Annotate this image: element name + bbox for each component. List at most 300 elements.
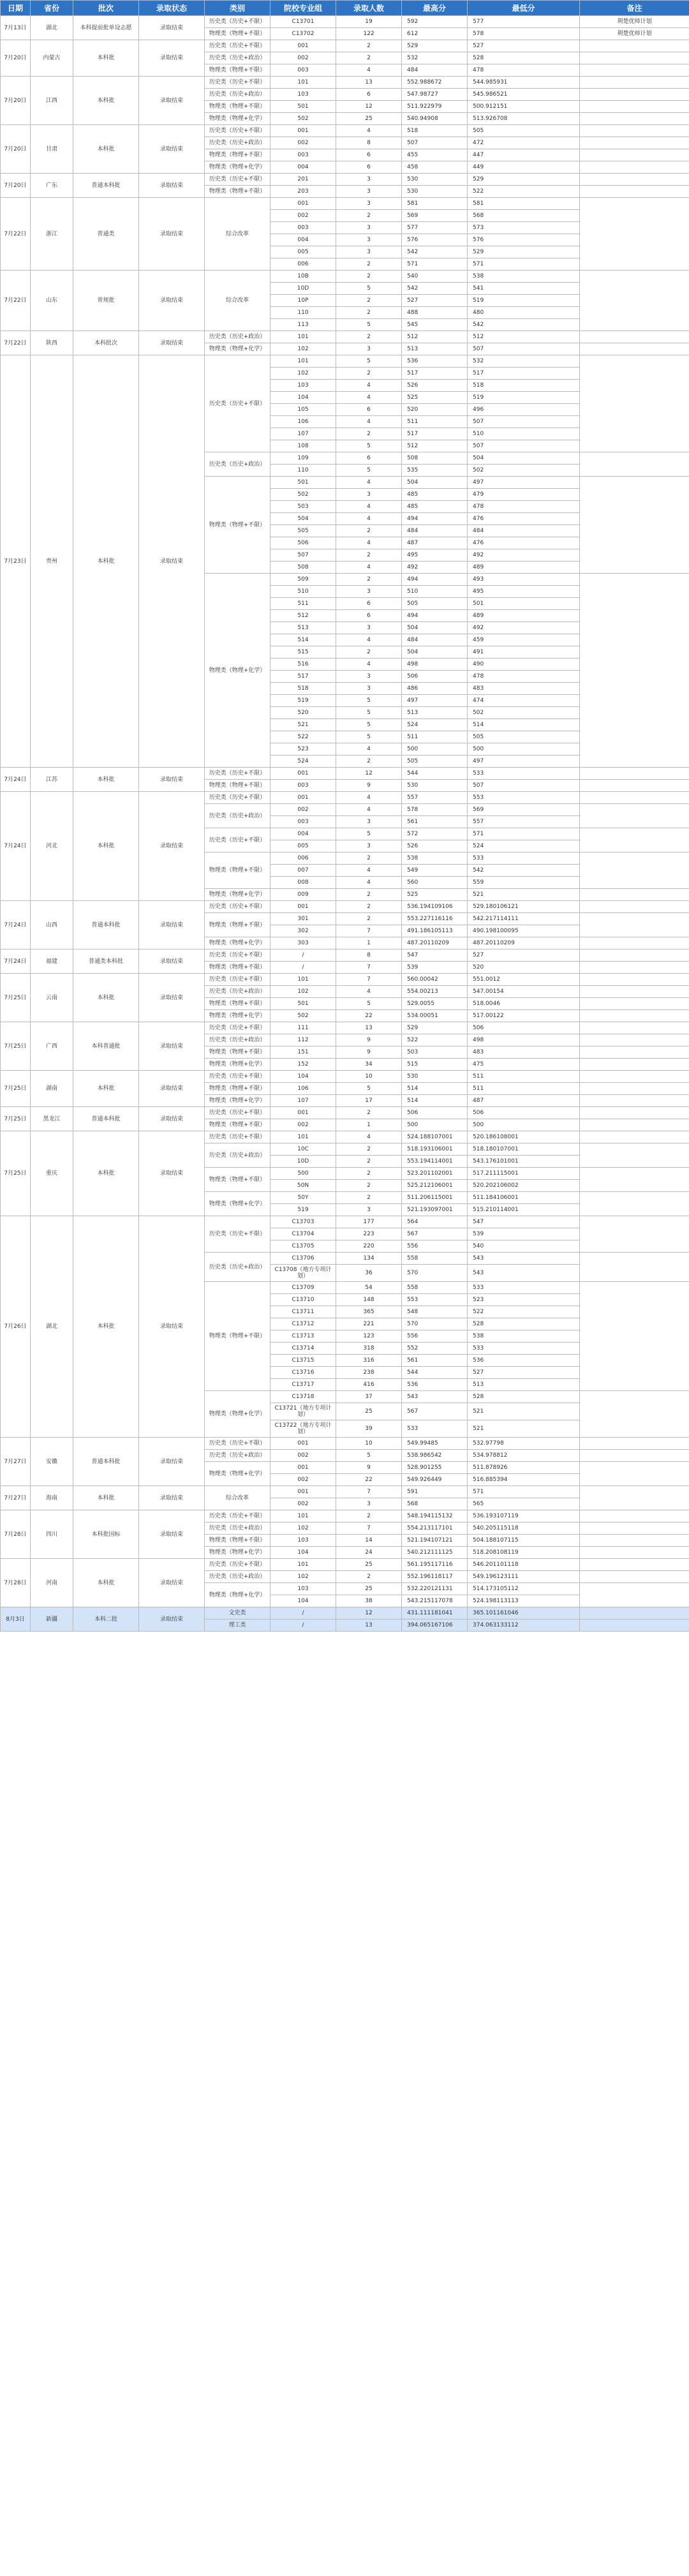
min-score-cell: 449	[468, 161, 580, 174]
min-score-cell: 528	[468, 52, 580, 64]
max-score-cell: 525	[402, 392, 468, 404]
group-code-cell: 101	[270, 974, 336, 986]
max-score-cell: 548.194115132	[402, 1510, 468, 1523]
group-code-cell: 524	[270, 756, 336, 768]
group-code-cell: 102	[270, 368, 336, 380]
admitted-count-cell: 6	[336, 404, 402, 416]
min-score-cell: 521	[468, 889, 580, 901]
category-cell: 文史类	[205, 1607, 270, 1619]
max-score-cell: 486	[402, 683, 468, 695]
min-score-cell: 491	[468, 646, 580, 659]
date-cell: 7月25日	[1, 1071, 31, 1107]
province-cell: 江苏	[31, 768, 73, 792]
category-cell: 历史类（历史+政治）	[205, 52, 270, 64]
min-score-cell: 551.0012	[468, 974, 580, 986]
group-code-cell: 002	[270, 137, 336, 149]
min-score-cell: 501	[468, 598, 580, 610]
admitted-count-cell: 316	[336, 1355, 402, 1367]
remark-cell	[580, 828, 689, 852]
group-code-cell: 107	[270, 428, 336, 440]
group-code-cell: 006	[270, 258, 336, 271]
max-score-cell: 572	[402, 828, 468, 840]
max-score-cell: 529.0055	[402, 998, 468, 1010]
min-score-cell: 573	[468, 222, 580, 234]
admitted-count-cell: 6	[336, 89, 402, 101]
category-cell: 历史类（历史+不限）	[205, 355, 270, 452]
group-code-cell: 113	[270, 319, 336, 331]
province-cell: 广西	[31, 1022, 73, 1071]
min-score-cell: 581	[468, 198, 580, 210]
province-cell: 贵州	[31, 355, 73, 768]
category-cell: 历史类（历史+不限）	[205, 174, 270, 186]
group-code-cell: 009	[270, 889, 336, 901]
group-code-cell: C13713	[270, 1330, 336, 1343]
min-score-cell: 540	[468, 1240, 580, 1253]
min-score-cell: 475	[468, 1059, 580, 1071]
min-score-cell: 511	[468, 1083, 580, 1095]
min-score-cell: 511.184106001	[468, 1192, 580, 1204]
group-code-cell: 001	[270, 1486, 336, 1498]
batch-column-header: 批次	[73, 1, 139, 16]
min-score-cell: 577	[468, 16, 580, 28]
admitted-count-cell: 2	[336, 1192, 402, 1204]
max-score-cell: 570	[402, 1265, 468, 1282]
min-score-cell: 518.0046	[468, 998, 580, 1010]
category-cell: 物理类（物理+化学）	[205, 1059, 270, 1071]
admitted-count-cell: 34	[336, 1059, 402, 1071]
province-cell: 河南	[31, 1559, 73, 1607]
date-cell: 7月23日	[1, 355, 31, 768]
min-score-cell: 510	[468, 428, 580, 440]
group-code-cell: 003	[270, 222, 336, 234]
date-cell: 7月27日	[1, 1486, 31, 1510]
province-cell: 内蒙古	[31, 40, 73, 77]
remark-cell	[580, 331, 689, 343]
max-score-cell: 517	[402, 428, 468, 440]
status-cell: 录取结束	[139, 125, 205, 174]
admitted-count-cell: 2	[336, 307, 402, 319]
remark-cell	[580, 1107, 689, 1119]
group-code-cell: 101	[270, 1510, 336, 1523]
admitted-count-cell: 122	[336, 28, 402, 40]
remark-cell	[580, 998, 689, 1010]
group-code-cell: C13722（地方专项计划）	[270, 1420, 336, 1438]
max-score-cell: 510	[402, 586, 468, 598]
max-score-cell: 539	[402, 962, 468, 974]
min-score-cell: 565	[468, 1498, 580, 1510]
group-code-cell: 10B	[270, 271, 336, 283]
group-code-cell: 002	[270, 1119, 336, 1131]
max-score-cell: 578	[402, 804, 468, 816]
min-score-cell: 512	[468, 331, 580, 343]
admitted-count-cell: 4	[336, 877, 402, 889]
status-cell: 录取结束	[139, 1438, 205, 1486]
min-score-cell: 497	[468, 477, 580, 489]
category-cell: 历史类（历史+政治）	[205, 331, 270, 343]
admitted-count-cell: 4	[336, 986, 402, 998]
max-score-cell: 545	[402, 319, 468, 331]
min-score-cell: 483	[468, 683, 580, 695]
min-score-cell: 520	[468, 962, 580, 974]
table-body	[1, 16, 689, 1632]
max-score-cell: 532.220121131	[402, 1583, 468, 1595]
min-score-cell: 538	[468, 271, 580, 283]
max-score-cell: 557	[402, 792, 468, 804]
category-cell: 物理类（物理+不限）	[205, 998, 270, 1010]
admitted-count-cell: 25	[336, 1583, 402, 1595]
remark-cell	[580, 1168, 689, 1192]
max-score-cell: 525.212106001	[402, 1180, 468, 1192]
province-cell: 新疆	[31, 1607, 73, 1632]
max-score-cell: 558	[402, 1253, 468, 1265]
min-score-cell: 479	[468, 489, 580, 501]
min-score-cell: 487.20110209	[468, 937, 580, 949]
max-score-cell: 492	[402, 562, 468, 574]
remark-cell: 荆楚优师计划	[580, 28, 689, 40]
min-score-cell: 536	[468, 1355, 580, 1367]
table-row	[1, 1107, 689, 1119]
batch-cell: 本科普通批	[73, 1022, 139, 1071]
min-score-cell: 541	[468, 283, 580, 295]
max-score-cell: 569	[402, 210, 468, 222]
min-score-cell: 517.00122	[468, 1010, 580, 1022]
remark-cell	[580, 962, 689, 974]
admitted-count-cell: 123	[336, 1330, 402, 1343]
max-score-cell: 561	[402, 816, 468, 828]
remark-cell	[580, 125, 689, 137]
remark-cell	[580, 1391, 689, 1438]
min-score-cell: 542	[468, 319, 580, 331]
remark-cell	[580, 1619, 689, 1632]
admitted-count-cell: 6	[336, 452, 402, 465]
admitted-count-cell: 2	[336, 549, 402, 562]
min-score-cell: 489	[468, 610, 580, 622]
max-score-cell: 529	[402, 40, 468, 52]
province-cell: 山东	[31, 271, 73, 331]
category-cell: 物理类（物理+不限）	[205, 186, 270, 198]
group-code-cell: 10D	[270, 1156, 336, 1168]
max-score-cell: 511	[402, 731, 468, 743]
group-code-cell: C13711	[270, 1306, 336, 1318]
admitted-count-cell: 54	[336, 1282, 402, 1294]
category-cell: 历史类（历史+政治）	[205, 137, 270, 149]
min-score-cell: 542.217114111	[468, 913, 580, 925]
status-cell: 录取结束	[139, 901, 205, 949]
admitted-count-cell: 6	[336, 598, 402, 610]
category-cell: 历史类（历史+政治）	[205, 1034, 270, 1046]
min-score-cell: 492	[468, 549, 580, 562]
min-score-cell: 533	[468, 852, 580, 865]
admitted-count-cell: 134	[336, 1253, 402, 1265]
province-cell: 福建	[31, 949, 73, 974]
category-cell: 综合改革	[205, 198, 270, 271]
category-cell: 物理类（物理+不限）	[205, 149, 270, 161]
admitted-count-cell: 7	[336, 1486, 402, 1498]
group-code-cell: 302	[270, 925, 336, 937]
min-score-cell: 521	[468, 1420, 580, 1438]
admitted-count-cell: 3	[336, 1204, 402, 1216]
group-code-cell: C13701	[270, 16, 336, 28]
batch-cell: 本科批	[73, 792, 139, 901]
status-column-header: 录取状态	[139, 1, 205, 16]
group-code-cell: 104	[270, 1547, 336, 1559]
admitted-count-cell: 9	[336, 1046, 402, 1059]
max-score-cell: 526	[402, 380, 468, 392]
date-cell: 7月13日	[1, 16, 31, 40]
admitted-count-cell: 5	[336, 719, 402, 731]
admitted-count-cell: 4	[336, 562, 402, 574]
group-code-cell: 101	[270, 1559, 336, 1571]
group-column-header: 院校专业组	[270, 1, 336, 16]
admitted-count-cell: 9	[336, 1462, 402, 1474]
status-cell: 录取结束	[139, 1510, 205, 1559]
date-cell: 7月28日	[1, 1559, 31, 1607]
admitted-count-cell: 4	[336, 804, 402, 816]
group-code-cell: C13710	[270, 1294, 336, 1306]
max-score-cell: 514	[402, 1095, 468, 1107]
batch-cell: 本科批	[73, 125, 139, 174]
min-score-cell: 516.885394	[468, 1474, 580, 1486]
group-code-cell: 519	[270, 695, 336, 707]
group-code-cell: 103	[270, 89, 336, 101]
group-code-cell: 513	[270, 622, 336, 634]
max-score-cell: 530	[402, 174, 468, 186]
max-score-cell: 548	[402, 1306, 468, 1318]
table-row	[1, 1486, 689, 1498]
category-cell: 物理类（物理+不限）	[205, 1535, 270, 1547]
table-row	[1, 77, 689, 89]
group-code-cell: 112	[270, 1034, 336, 1046]
batch-cell: 普通类	[73, 198, 139, 271]
max-score-cell: 512	[402, 440, 468, 452]
remark-cell	[580, 1095, 689, 1107]
table-row	[1, 331, 689, 343]
status-cell: 录取结束	[139, 1022, 205, 1071]
group-code-cell: 105	[270, 404, 336, 416]
category-cell: 物理类（物理+化学）	[205, 937, 270, 949]
category-cell: 历史类（历史+不限）	[205, 901, 270, 913]
group-code-cell: C13702	[270, 28, 336, 40]
group-code-cell: 509	[270, 574, 336, 586]
max-score-cell: 561	[402, 1355, 468, 1367]
date-cell: 7月24日	[1, 901, 31, 949]
group-code-cell: C13703	[270, 1216, 336, 1228]
max-score-cell: 487	[402, 537, 468, 549]
remark-cell	[580, 1071, 689, 1083]
admitted-count-cell: 4	[336, 64, 402, 77]
table-row	[1, 271, 689, 283]
table-row	[1, 974, 689, 986]
category-cell: 历史类（历史+不限）	[205, 1107, 270, 1119]
admitted-count-cell: 5	[336, 1083, 402, 1095]
max-score-cell: 547.98727	[402, 89, 468, 101]
province-column-header: 省份	[31, 1, 73, 16]
admitted-count-cell: 7	[336, 1523, 402, 1535]
admitted-count-cell: 7	[336, 962, 402, 974]
min-score-cell: 576	[468, 234, 580, 246]
remark-cell	[580, 1535, 689, 1547]
remark-cell: 荆楚优师计划	[580, 16, 689, 28]
max-score-cell: 527	[402, 295, 468, 307]
remark-cell	[580, 804, 689, 828]
remark-cell	[580, 1216, 689, 1253]
group-code-cell: 102	[270, 1523, 336, 1535]
admitted-count-cell: 10	[336, 1438, 402, 1450]
remark-cell	[580, 889, 689, 901]
status-cell: 录取结束	[139, 974, 205, 1022]
group-code-cell: 101	[270, 77, 336, 89]
group-code-cell: 107	[270, 1095, 336, 1107]
category-cell: 历史类（历史+不限）	[205, 1216, 270, 1253]
category-cell: 历史类（历史+不限）	[205, 1022, 270, 1034]
max-score-cell: 504	[402, 622, 468, 634]
group-code-cell: 508	[270, 562, 336, 574]
status-cell: 录取结束	[139, 1216, 205, 1438]
max-score-cell: 506	[402, 1107, 468, 1119]
admitted-count-cell: 4	[336, 513, 402, 525]
category-cell: 历史类（历史+不限）	[205, 125, 270, 137]
admitted-count-cell: 5	[336, 465, 402, 477]
min-score-cell: 514	[468, 719, 580, 731]
group-code-cell: 515	[270, 646, 336, 659]
admitted-count-cell: 13	[336, 1022, 402, 1034]
admitted-count-cell: 8	[336, 949, 402, 962]
date-cell: 7月22日	[1, 331, 31, 355]
min-score-cell: 500.912151	[468, 101, 580, 113]
min-score-cell: 493	[468, 574, 580, 586]
min-score-cell: 365.101161046	[468, 1607, 580, 1619]
group-code-cell: 301	[270, 913, 336, 925]
max-score-cell: 515	[402, 1059, 468, 1071]
min-score-cell: 502	[468, 707, 580, 719]
remark-cell	[580, 149, 689, 161]
group-code-cell: 106	[270, 416, 336, 428]
category-cell: 物理类（物理+不限）	[205, 1119, 270, 1131]
max-score-cell: 506	[402, 671, 468, 683]
category-cell: 历史类（历史+政治）	[205, 89, 270, 101]
max-score-cell: 530	[402, 1071, 468, 1083]
min-score-cell: 536.193107119	[468, 1510, 580, 1523]
max-score-cell: 564	[402, 1216, 468, 1228]
group-code-cell: 001	[270, 1438, 336, 1450]
group-code-cell: 106	[270, 1083, 336, 1095]
admitted-count-cell: 2	[336, 40, 402, 52]
admitted-count-cell: 2	[336, 1571, 402, 1583]
admitted-count-cell: 24	[336, 1547, 402, 1559]
batch-cell: 本科批	[73, 974, 139, 1022]
remark-cell	[580, 1486, 689, 1510]
category-cell: 物理类（物理+不限）	[205, 1282, 270, 1391]
max-score-cell: 552.988672	[402, 77, 468, 89]
remark-cell	[580, 186, 689, 198]
province-cell: 安徽	[31, 1438, 73, 1486]
max-score-cell: 542	[402, 246, 468, 258]
max-score-cell: 536	[402, 1379, 468, 1391]
max-score-cell: 498	[402, 659, 468, 671]
table-row	[1, 1607, 689, 1619]
group-code-cell: 001	[270, 768, 336, 780]
max-score-cell: 524.188107001	[402, 1131, 468, 1143]
max-score-cell: 552	[402, 1343, 468, 1355]
province-cell: 江西	[31, 77, 73, 125]
admitted-count-cell: 6	[336, 149, 402, 161]
admitted-count-cell: 2	[336, 1143, 402, 1156]
date-cell: 7月20日	[1, 174, 31, 198]
admitted-count-cell: 12	[336, 768, 402, 780]
max-score-cell: 485	[402, 501, 468, 513]
max-score-cell: 549.99485	[402, 1438, 468, 1450]
min-score-cell: 490.198100095	[468, 925, 580, 937]
group-code-cell: C13705	[270, 1240, 336, 1253]
admitted-count-cell: 1	[336, 937, 402, 949]
admitted-count-cell: 2	[336, 889, 402, 901]
admitted-count-cell: 4	[336, 501, 402, 513]
status-cell: 录取结束	[139, 949, 205, 974]
max-score-cell: 561.195117116	[402, 1559, 468, 1571]
date-cell: 7月24日	[1, 949, 31, 974]
min-score-cell: 478	[468, 501, 580, 513]
group-code-cell: 109	[270, 452, 336, 465]
min-score-cell: 497	[468, 756, 580, 768]
batch-cell: 本科批	[73, 768, 139, 792]
province-cell: 广东	[31, 174, 73, 198]
group-code-cell: C13717	[270, 1379, 336, 1391]
group-code-cell: 502	[270, 1010, 336, 1022]
date-cell: 7月20日	[1, 77, 31, 125]
max-score-cell: 530	[402, 186, 468, 198]
admitted-count-cell: 2	[336, 574, 402, 586]
batch-cell: 本科批国标	[73, 1510, 139, 1559]
status-cell: 录取结束	[139, 1107, 205, 1131]
status-cell: 录取结束	[139, 768, 205, 792]
min-score-cell: 571	[468, 828, 580, 840]
admitted-count-cell: 2	[336, 295, 402, 307]
max-score-cell: 556	[402, 1240, 468, 1253]
province-cell: 黑龙江	[31, 1107, 73, 1131]
max-score-cell: 455	[402, 149, 468, 161]
admitted-count-cell: 3	[336, 222, 402, 234]
category-cell: 历史类（历史+不限）	[205, 828, 270, 852]
group-code-cell: 003	[270, 780, 336, 792]
group-code-cell: 511	[270, 598, 336, 610]
category-cell: 综合改革	[205, 271, 270, 331]
min-score-cell: 511.878926	[468, 1462, 580, 1474]
min-score-cell: 527	[468, 1367, 580, 1379]
max-score-cell: 495	[402, 549, 468, 562]
category-cell: 历史类（历史+政治）	[205, 986, 270, 998]
category-cell: 历史类（历史+不限）	[205, 768, 270, 780]
table-row	[1, 949, 689, 962]
admitted-count-cell: 5	[336, 355, 402, 368]
min-score-cell: 518.208108119	[468, 1547, 580, 1559]
admitted-count-cell: 4	[336, 743, 402, 756]
max-score-cell: 554.213117101	[402, 1523, 468, 1535]
max-score-cell: 458	[402, 161, 468, 174]
admitted-count-cell: 3	[336, 816, 402, 828]
remark-cell	[580, 780, 689, 792]
table-row	[1, 1216, 689, 1228]
group-code-cell: 103	[270, 1583, 336, 1595]
min-score-cell: 502	[468, 465, 580, 477]
group-code-cell: 001	[270, 901, 336, 913]
remark-cell	[580, 1059, 689, 1071]
admitted-count-cell: 7	[336, 974, 402, 986]
group-code-cell: 514	[270, 634, 336, 646]
max-score-cell: 484	[402, 64, 468, 77]
admitted-count-cell: 7	[336, 925, 402, 937]
remark-cell	[580, 89, 689, 101]
category-cell: 物理类（物理+不限）	[205, 852, 270, 889]
